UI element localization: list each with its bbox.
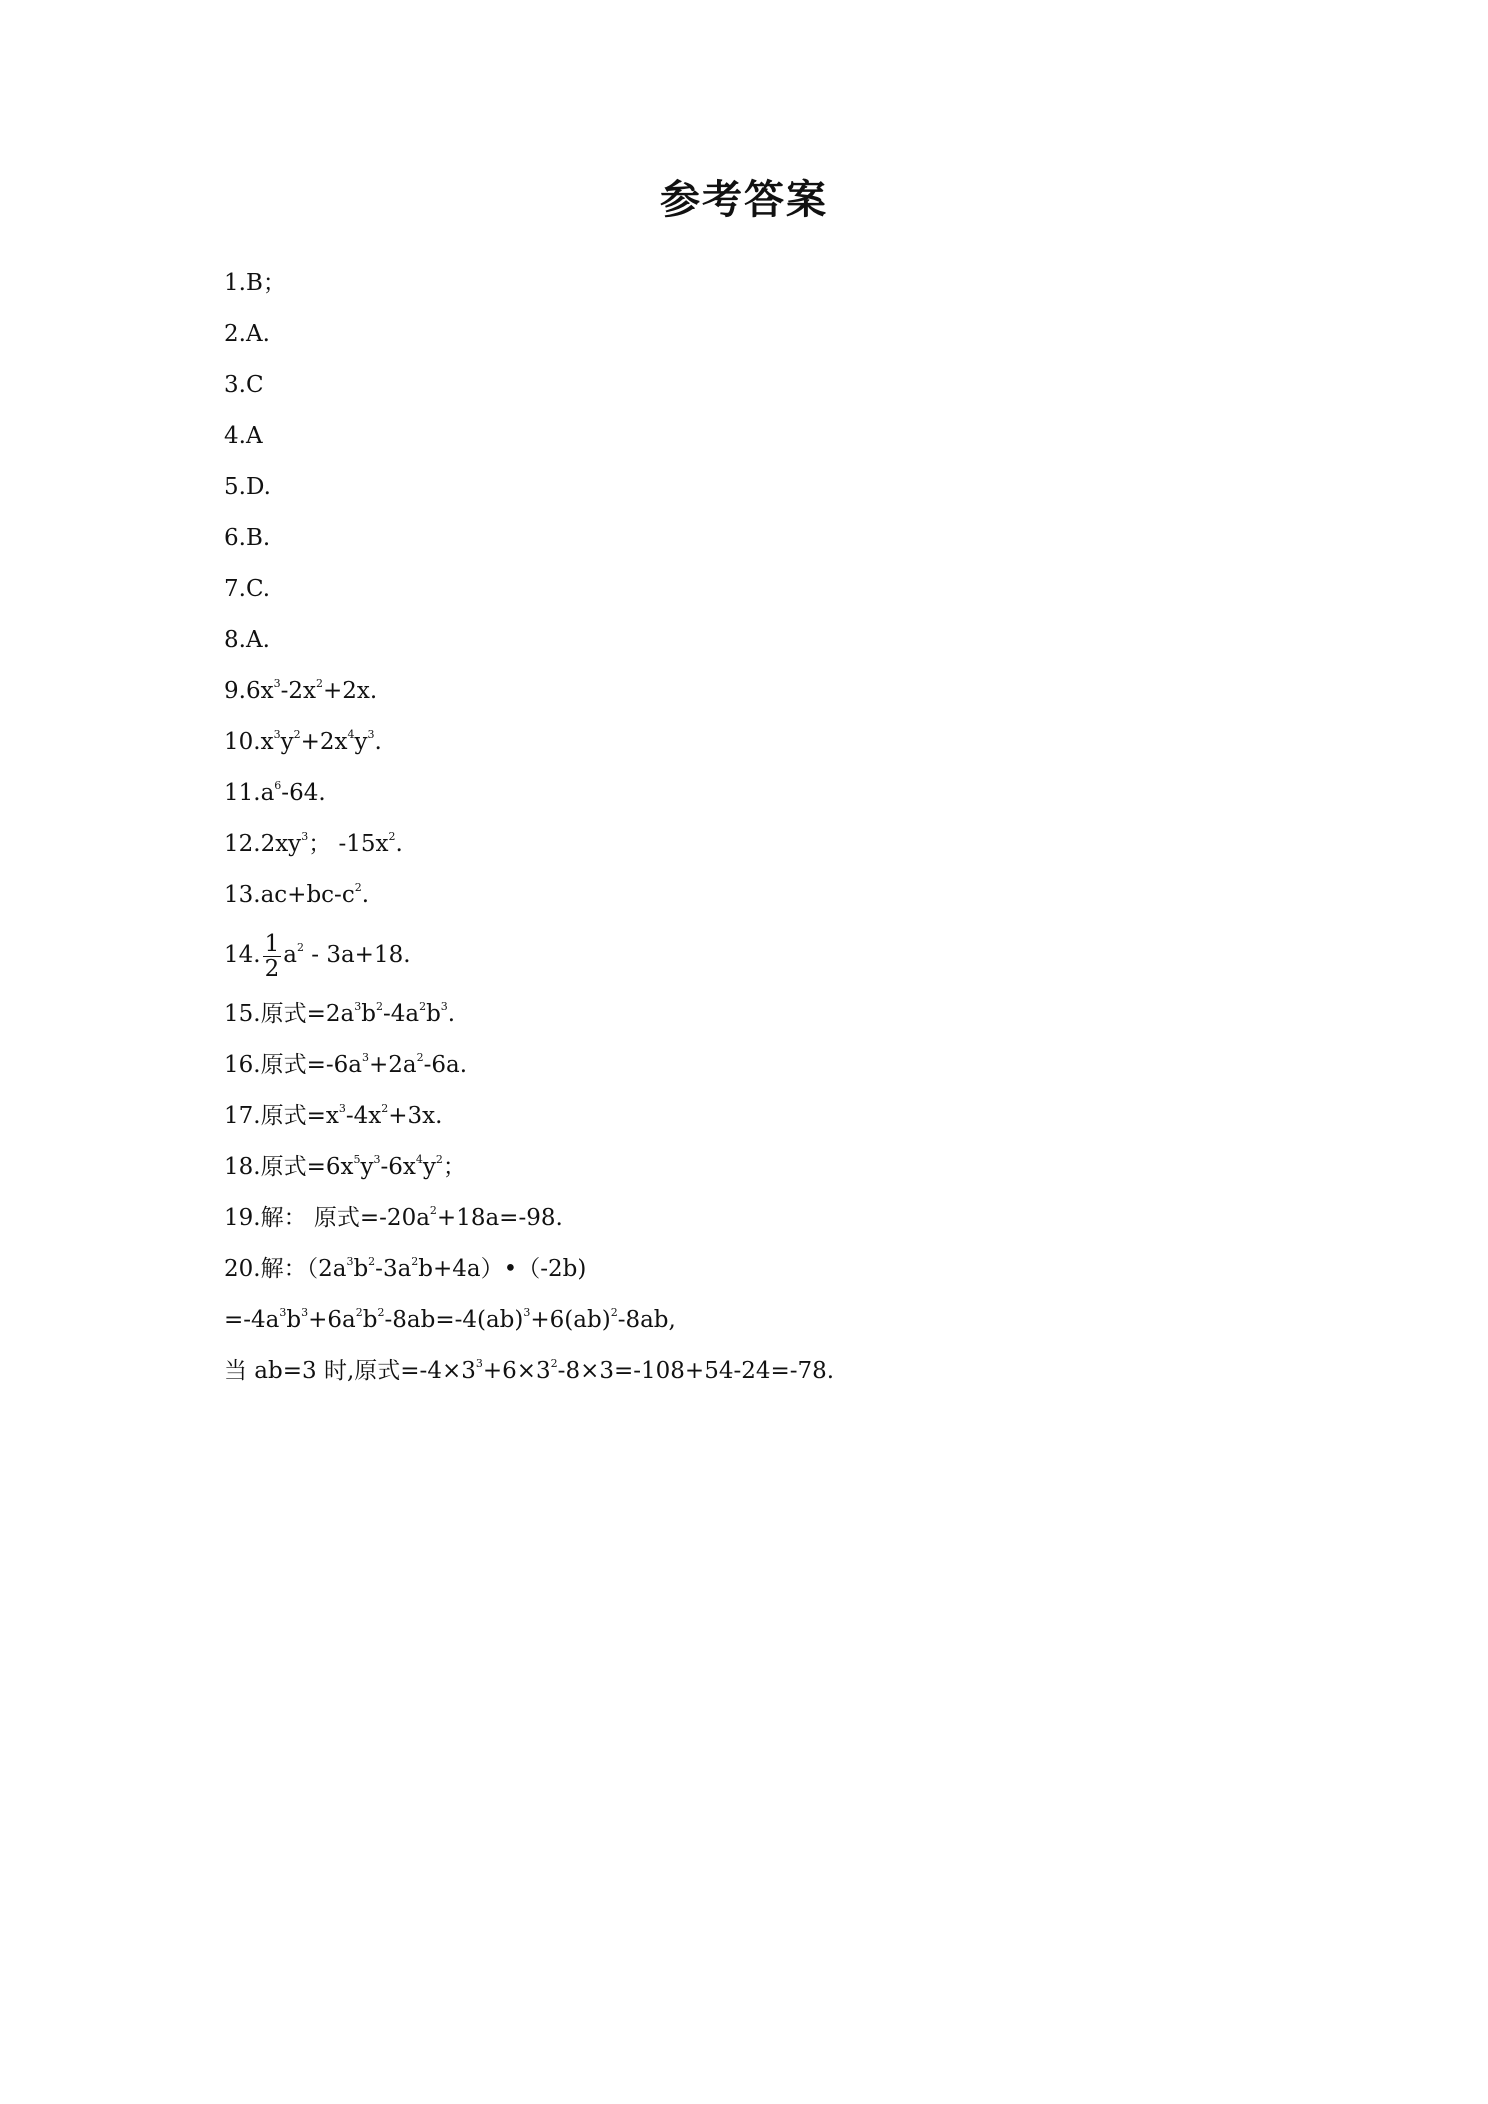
- answer-text: A.: [245, 321, 270, 347]
- exponent: 3: [301, 830, 309, 843]
- answer-text: b: [426, 1001, 441, 1027]
- answer-number: 16.: [224, 1052, 261, 1078]
- answer-text: B.: [245, 525, 271, 551]
- exponent: 2: [419, 1000, 427, 1013]
- answer-text: a: [260, 780, 275, 806]
- exponent: 3: [523, 1306, 531, 1319]
- answer-text: 解： 原式=-20a: [260, 1205, 430, 1231]
- exponent: 2: [388, 830, 396, 843]
- answer-line: [224, 411, 1324, 462]
- answer-text: +6a: [308, 1307, 356, 1333]
- answer-line: [224, 1244, 1324, 1295]
- answer-text: D.: [245, 474, 271, 500]
- answer-number: 20.: [224, 1256, 261, 1282]
- fraction-numerator: 1: [264, 930, 280, 957]
- answer-text: A.: [245, 627, 270, 653]
- answer-number: 15.: [224, 1001, 261, 1027]
- answer-text: b: [361, 1001, 376, 1027]
- answer-text: 当 ab=3 时,原式=-4×3: [224, 1358, 476, 1384]
- answer-line: [224, 360, 1324, 411]
- answer-text: -8ab=-4(ab): [384, 1307, 524, 1333]
- answer-number: 6.: [224, 525, 246, 551]
- exponent: 2: [355, 1306, 363, 1319]
- exponent: 3: [346, 1255, 354, 1268]
- answer-line: [224, 717, 1324, 768]
- answer-number: 17.: [224, 1103, 261, 1129]
- answer-text: y: [422, 1154, 436, 1180]
- answer-line: [224, 921, 1324, 989]
- answer-text: b: [353, 1256, 369, 1282]
- answer-line: [224, 1040, 1324, 1091]
- exponent: 2: [429, 1204, 437, 1217]
- exponent: 2: [411, 1255, 419, 1268]
- answer-line: [224, 870, 1324, 921]
- answer-number: 11.: [224, 780, 261, 806]
- exponent: 2: [377, 1306, 385, 1319]
- exponent: 2: [315, 677, 323, 690]
- answer-text: C: [245, 372, 264, 398]
- answer-number: 12.: [224, 831, 261, 857]
- fraction-denominator: 2: [264, 955, 280, 982]
- answer-line: [224, 1346, 1324, 1397]
- answer-text: 原式=-6a: [260, 1052, 362, 1078]
- answer-text: b: [362, 1307, 378, 1333]
- answer-text: +6×3: [482, 1358, 551, 1384]
- answer-text: ；: [442, 1154, 466, 1180]
- answer-text: -4a: [382, 1001, 420, 1027]
- exponent: 2: [610, 1306, 618, 1319]
- answer-text: -8ab,: [617, 1307, 676, 1333]
- answer-text: -8×3=-108+54-24=-78.: [557, 1358, 835, 1384]
- answer-text: a: [283, 942, 297, 968]
- exponent: 2: [296, 941, 304, 954]
- answer-text: .: [374, 729, 382, 755]
- answer-text: .: [361, 882, 370, 908]
- answer-number: 19.: [224, 1205, 261, 1231]
- answer-text: -4x: [345, 1103, 382, 1129]
- exponent: 3: [361, 1051, 369, 1064]
- answer-number: 1.: [224, 270, 246, 296]
- answer-number: 9.: [224, 678, 246, 704]
- answer-number: 2.: [224, 321, 246, 347]
- answer-number: 3.: [224, 372, 246, 398]
- answer-text: x: [260, 729, 274, 755]
- answer-text: -2x: [280, 678, 316, 704]
- exponent: 3: [373, 1153, 381, 1166]
- answer-line: [224, 564, 1324, 615]
- answer-text: A: [245, 423, 263, 449]
- answer-text: 原式=6x: [260, 1154, 354, 1180]
- answer-list: [224, 258, 1324, 1397]
- answer-text: +6(ab): [530, 1307, 611, 1333]
- answer-text: ac+bc-c: [260, 882, 355, 908]
- exponent: 2: [293, 728, 301, 741]
- exponent: 3: [367, 728, 375, 741]
- answer-text: 解：（2a: [260, 1256, 347, 1282]
- exponent: 3: [354, 1000, 362, 1013]
- answer-text: 6x: [245, 678, 274, 704]
- answer-line: [224, 1142, 1324, 1193]
- answer-text: 2xy: [260, 831, 302, 857]
- answer-text: -6a.: [423, 1052, 468, 1078]
- exponent: 2: [375, 1000, 383, 1013]
- answer-number: 14.: [224, 942, 261, 968]
- answer-text: +18a=-98.: [436, 1205, 563, 1231]
- exponent: 3: [279, 1306, 287, 1319]
- answer-text: -6x: [380, 1154, 416, 1180]
- exponent: 3: [273, 677, 281, 690]
- answer-number: 13.: [224, 882, 261, 908]
- exponent: 2: [381, 1102, 389, 1115]
- answer-number: 4.: [224, 423, 246, 449]
- exponent: 3: [301, 1306, 309, 1319]
- answer-text: 原式=2a: [260, 1001, 355, 1027]
- exponent: 3: [475, 1357, 483, 1370]
- exponent: 3: [440, 1000, 448, 1013]
- answer-text: -3a: [375, 1256, 412, 1282]
- answer-number: 7.: [224, 576, 246, 602]
- exponent: 6: [274, 779, 282, 792]
- exponent: 3: [338, 1102, 346, 1115]
- answer-text: - 3a+18.: [303, 942, 411, 968]
- answer-line: [224, 666, 1324, 717]
- answer-line: [224, 462, 1324, 513]
- answer-line: [224, 615, 1324, 666]
- exponent: 5: [353, 1153, 361, 1166]
- answer-number: 10.: [224, 729, 261, 755]
- answer-text: y: [280, 729, 294, 755]
- answer-text: +2x.: [322, 678, 378, 704]
- exponent: 4: [347, 728, 355, 741]
- answer-line: [224, 1091, 1324, 1142]
- fraction: [263, 932, 282, 981]
- page-title: 参考答案: [660, 177, 828, 223]
- answer-line: [224, 1193, 1324, 1244]
- answer-text: b: [286, 1307, 302, 1333]
- answer-number: 18.: [224, 1154, 261, 1180]
- exponent: 4: [415, 1153, 423, 1166]
- answer-text: -64.: [281, 780, 326, 806]
- answer-text: +3x.: [388, 1103, 443, 1129]
- answer-line: [224, 513, 1324, 564]
- answer-text: +2a: [368, 1052, 417, 1078]
- answer-text: .: [395, 831, 403, 857]
- answer-line: [224, 258, 1324, 309]
- exponent: 2: [435, 1153, 443, 1166]
- answer-line: [224, 768, 1324, 819]
- answer-line: [224, 989, 1324, 1040]
- answer-text: ； -15x: [308, 831, 389, 857]
- answer-text: y: [354, 729, 368, 755]
- answer-text: =-4a: [224, 1307, 280, 1333]
- exponent: 3: [273, 728, 281, 741]
- exponent: 2: [550, 1357, 558, 1370]
- exponent: 2: [368, 1255, 376, 1268]
- answer-text: .: [447, 1001, 456, 1027]
- answer-text: 原式=x: [260, 1103, 339, 1129]
- answer-number: 5.: [224, 474, 246, 500]
- answer-line: [224, 819, 1324, 870]
- answer-text: b+4a）•（-2b): [418, 1256, 587, 1282]
- answer-line: [224, 1295, 1324, 1346]
- answer-text: y: [360, 1154, 374, 1180]
- answer-number: 8.: [224, 627, 246, 653]
- answer-text: C.: [245, 576, 271, 602]
- exponent: 2: [416, 1051, 424, 1064]
- answer-text: B；: [245, 270, 286, 296]
- answer-text: +2x: [300, 729, 348, 755]
- exponent: 2: [354, 881, 362, 894]
- answer-line: [224, 309, 1324, 360]
